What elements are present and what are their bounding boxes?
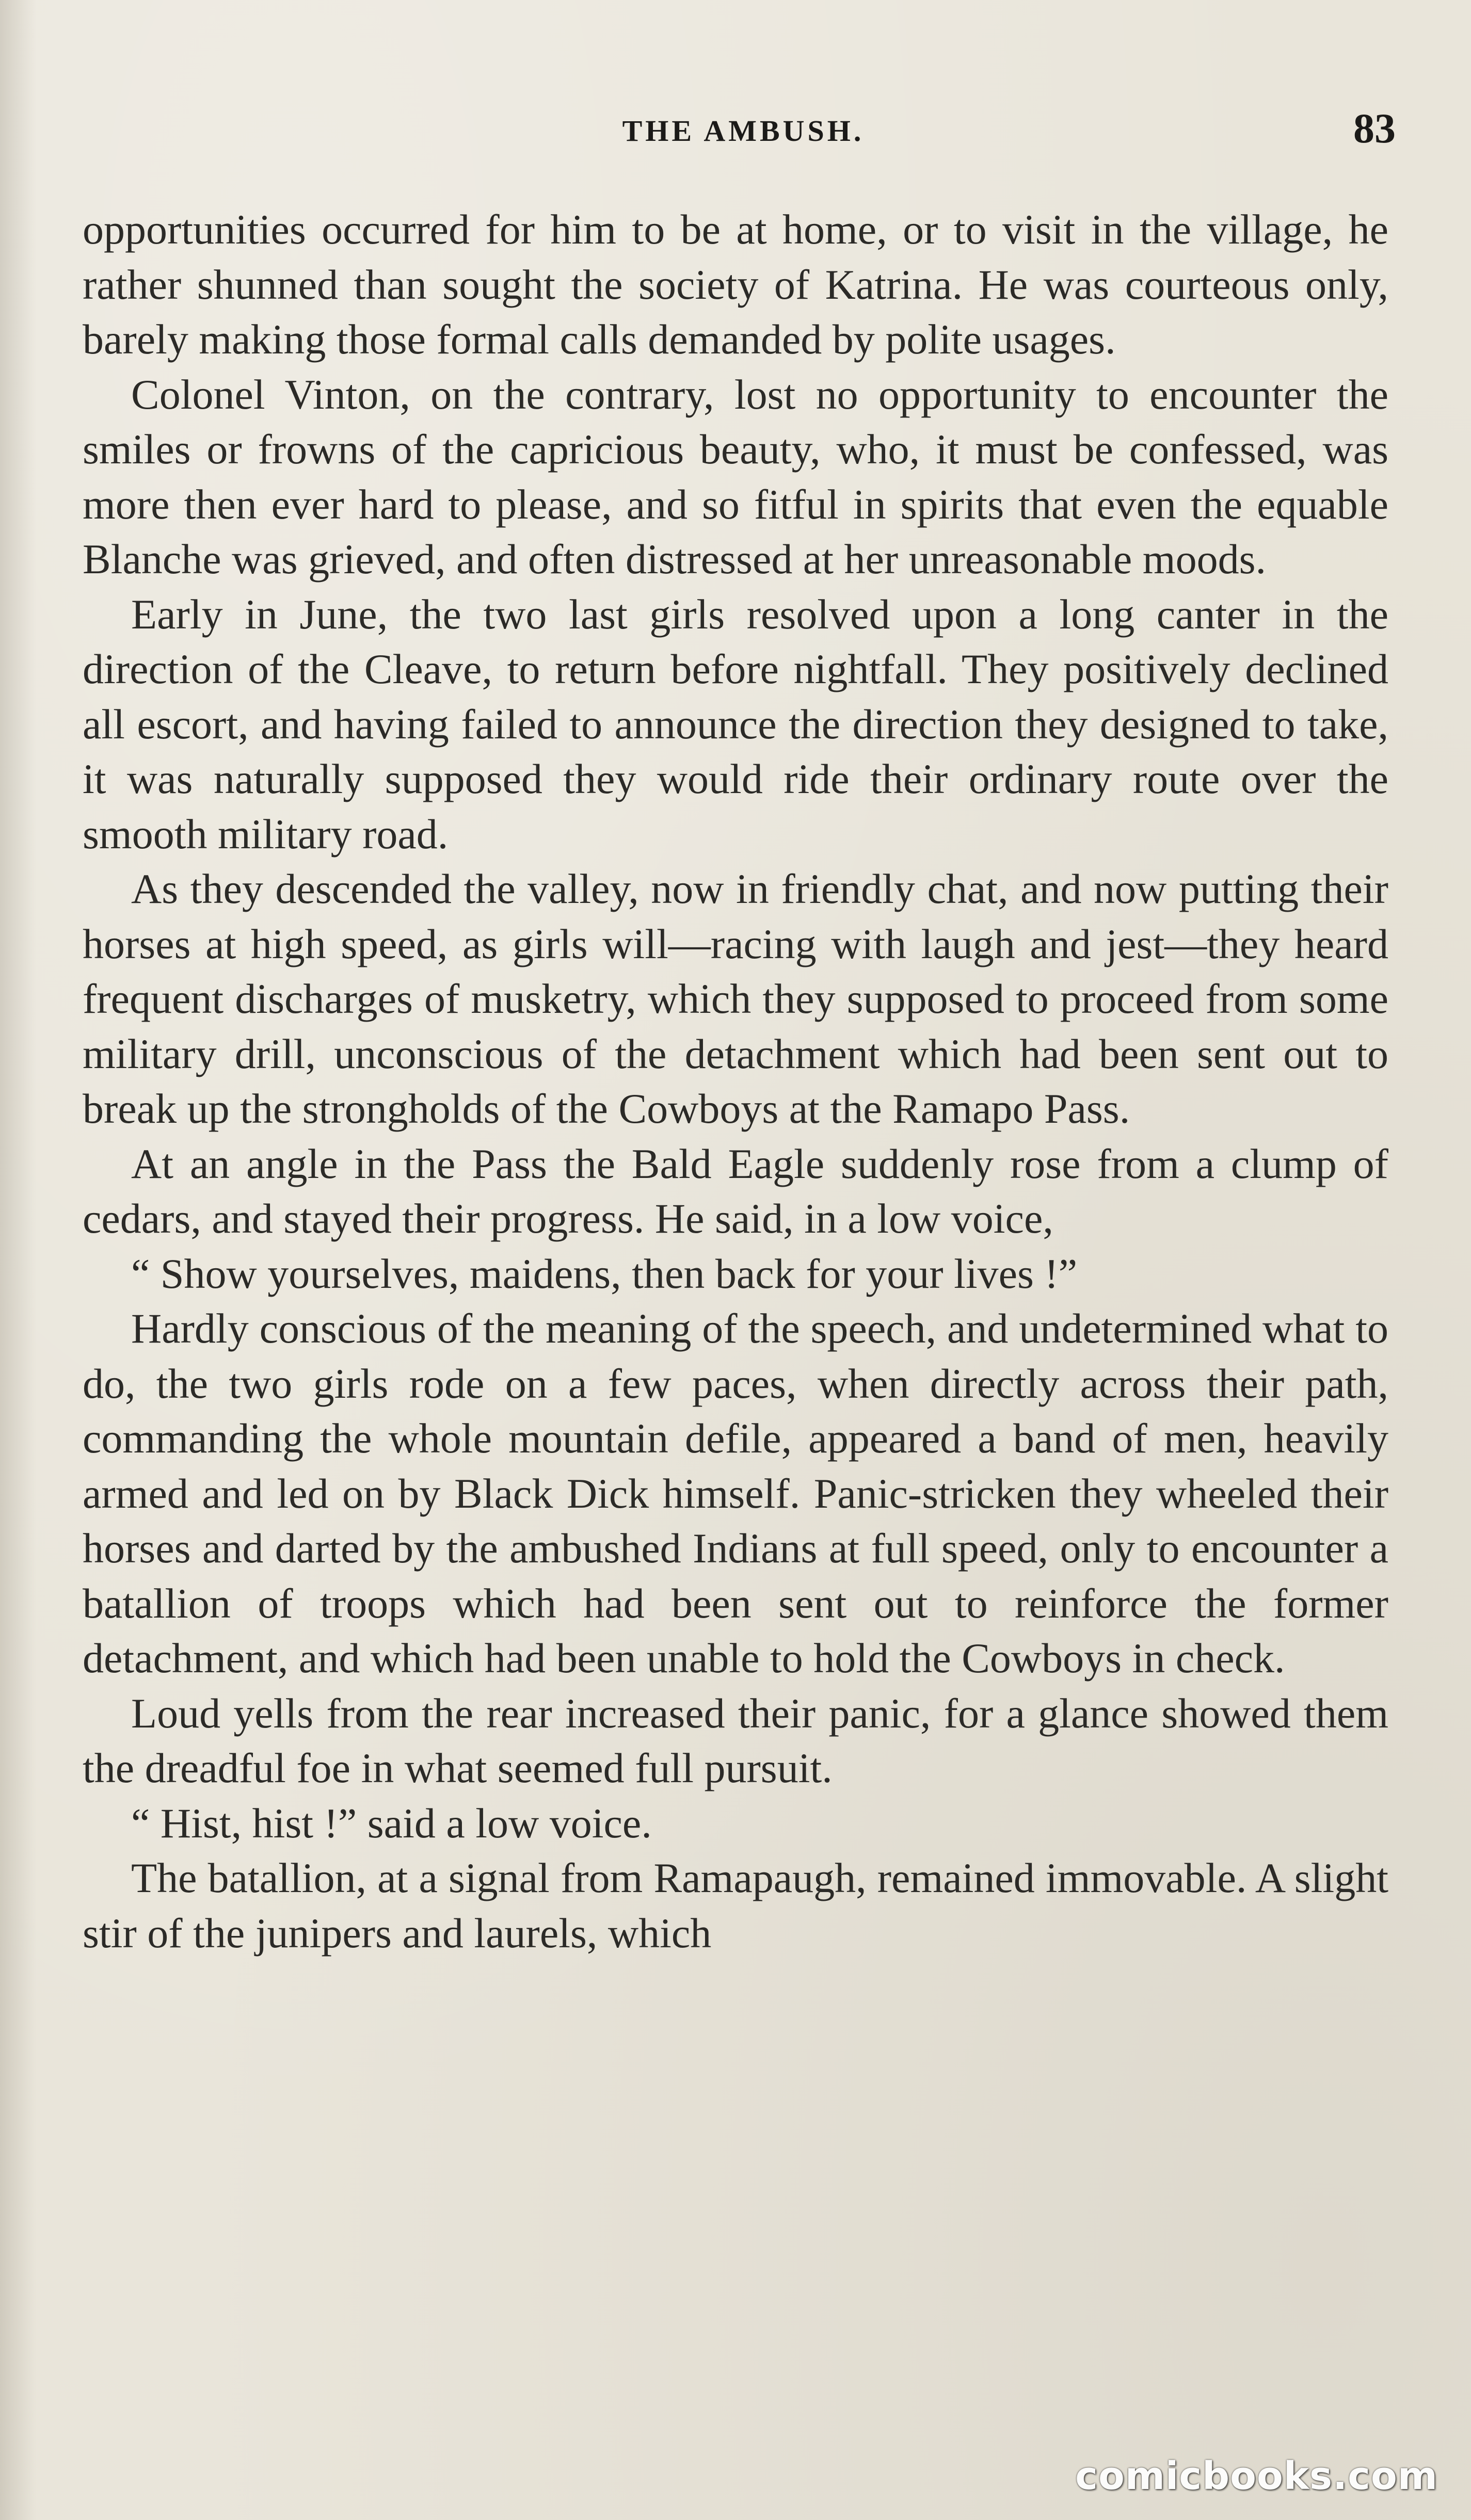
paragraph-1: opportunities occurred for him to be at home, or to visit in the village, he rather shunned than sought the society of Katrina. He was courteous only, barely making those formal calls demanded by polite usages. [83, 206, 1388, 363]
paragraph-2: Colonel Vinton, on the contrary, lost no opportunity to encounter the smiles or frowns of the capricious beauty, who, it must be confessed, was more then ever hard to please, and so fitful in spirits that even the equable Blanche was grieved, and often distressed at her unreasonable moods. [83, 370, 1388, 583]
paragraph-7: Hardly conscious of the meaning of the speech, and undetermined what to do, the two girls rode on a few paces, when directly across their path, commanding the whole mountain defile, appeared a band of men, heavily armed and led on by Black Dick himself. Panic-stricken they wheeled their horses and darted by the ambushed Indians at full speed, only to encounter a batallion of troops which had been sent out to reinforce the former detachment, and which had been unable to hold the Cowboys in check. [83, 1305, 1388, 1682]
paragraph-6: “ Show yourselves, maidens, then back for your lives !” [131, 1250, 1078, 1297]
source-watermark: comicbooks.com [1075, 2454, 1438, 2498]
running-head: THE AMBUSH. [622, 114, 865, 148]
paragraph-3: Early in June, the two last girls resolved upon a long canter in the direction of the Cleave, to return before nightfall. They positively declined all escort, and having failed to announce the direction they designed to take, it was naturally supposed they would ride their ordinary route over the smooth military road. [83, 590, 1388, 858]
page-header [83, 98, 1404, 160]
paragraph-10: The batallion, at a signal from Ramapaugh, remained immovable. A slight stir of the junipers and laurels, which [83, 1854, 1388, 1957]
page-number: 83 [1353, 105, 1396, 152]
paragraph-9: “ Hist, hist !” said a low voice. [131, 1799, 652, 1847]
page-binding-shadow [0, 0, 36, 2520]
paragraph-5: At an angle in the Pass the Bald Eagle suddenly rose from a clump of cedars, and stayed their progress. He said, in a low voice, [83, 1140, 1388, 1242]
paragraph-4: As they descended the valley, now in friendly chat, and now putting their horses at high speed, as girls will—racing with laugh and jest—they heard frequent discharges of musketry, which they supposed to proceed from some military drill, unconscious of the detachment which had been sent out to break up the strongholds of the Cowboys at the Ramapo Pass. [83, 865, 1388, 1132]
paragraph-8: Loud yells from the rear increased their panic, for a glance showed them the dreadful foe in what seemed full pursuit. [83, 1689, 1388, 1791]
body-text [83, 202, 1388, 1961]
